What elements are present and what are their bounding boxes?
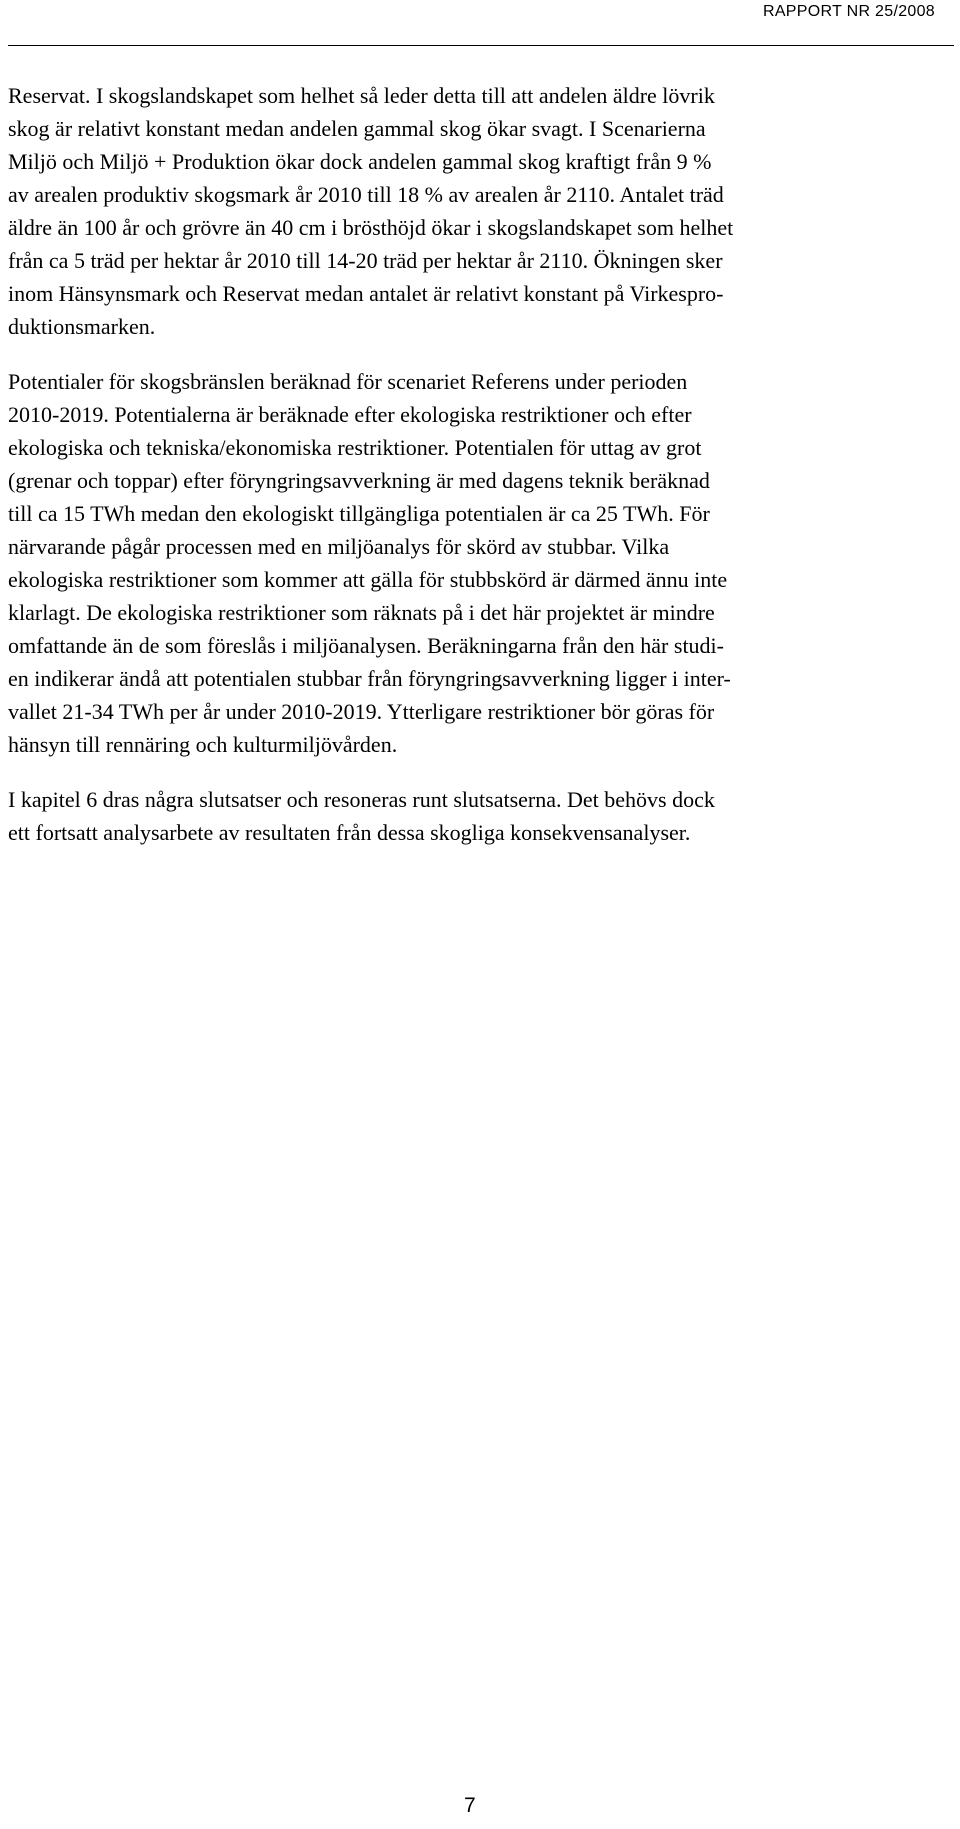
text-line: I kapitel 6 dras några slutsatser och resoneras runt slutsatserna. Det behövs dock <box>8 787 715 812</box>
text-line: av arealen produktiv skogsmark år 2010 till 18 % av arealen år 2110. Antalet träd <box>8 182 724 207</box>
text-line: ekologiska restriktioner som kommer att gälla för stubbskörd är därmed ännu inte <box>8 567 728 592</box>
running-header: RAPPORT NR 25/2008 <box>762 3 935 20</box>
body-text <box>8 79 920 849</box>
text-line: klarlagt. De ekologiska restriktioner som räknats på i det här projektet är mindre <box>8 600 715 625</box>
paragraph-conclusions <box>8 783 920 849</box>
text-line: duktionsmarken. <box>8 314 156 339</box>
header-rule <box>8 45 954 46</box>
text-line: hänsyn till rennäring och kulturmiljövården. <box>8 732 398 757</box>
paragraph-forest-fuel-potentials <box>8 365 920 761</box>
text-line: vallet 21-34 TWh per år under 2010-2019. Ytterligare restriktioner bör göras för <box>8 699 715 724</box>
page-number: 7 <box>464 1794 476 1817</box>
text-line: Reservat. I skogslandskapet som helhet så leder detta till att andelen äldre lövrik <box>8 83 715 108</box>
text-line: till ca 15 TWh medan den ekologiskt tillgängliga potentialen är ca 25 TWh. För <box>8 501 710 526</box>
text-line: 2010-2019. Potentialerna är beräknade efter ekologiska restriktioner och efter <box>8 402 692 427</box>
text-line: omfattande än de som föreslås i miljöanalysen. Beräkningarna från den här studi- <box>8 633 724 658</box>
text-line: ett fortsatt analysarbete av resultaten från dessa skogliga konsekvensanalyser. <box>8 820 691 845</box>
text-line: äldre än 100 år och grövre än 40 cm i brösthöjd ökar i skogslandskapet som helhet <box>8 215 734 240</box>
text-line: en indikerar ändå att potentialen stubbar från föryngringsavverkning ligger i inter- <box>8 666 731 691</box>
text-line: inom Hänsynsmark och Reservat medan antalet är relativt konstant på Virkespro- <box>8 281 724 306</box>
text-line: skog är relativt konstant medan andelen gammal skog ökar svagt. I Scenarierna <box>8 116 706 141</box>
paragraph-forest-landscape <box>8 79 920 343</box>
text-line: (grenar och toppar) efter föryngringsavverkning är med dagens teknik beräknad <box>8 468 710 493</box>
text-line: Miljö och Miljö + Produktion ökar dock andelen gammal skog kraftigt från 9 % <box>8 149 712 174</box>
text-line: Potentialer för skogsbränslen beräknad för scenariet Referens under perioden <box>8 369 688 394</box>
text-line: ekologiska och tekniska/ekonomiska restriktioner. Potentialen för uttag av grot <box>8 435 702 460</box>
text-line: närvarande pågår processen med en miljöanalys för skörd av stubbar. Vilka <box>8 534 670 559</box>
text-line: från ca 5 träd per hektar år 2010 till 14-20 träd per hektar år 2110. Ökningen sker <box>8 248 723 273</box>
